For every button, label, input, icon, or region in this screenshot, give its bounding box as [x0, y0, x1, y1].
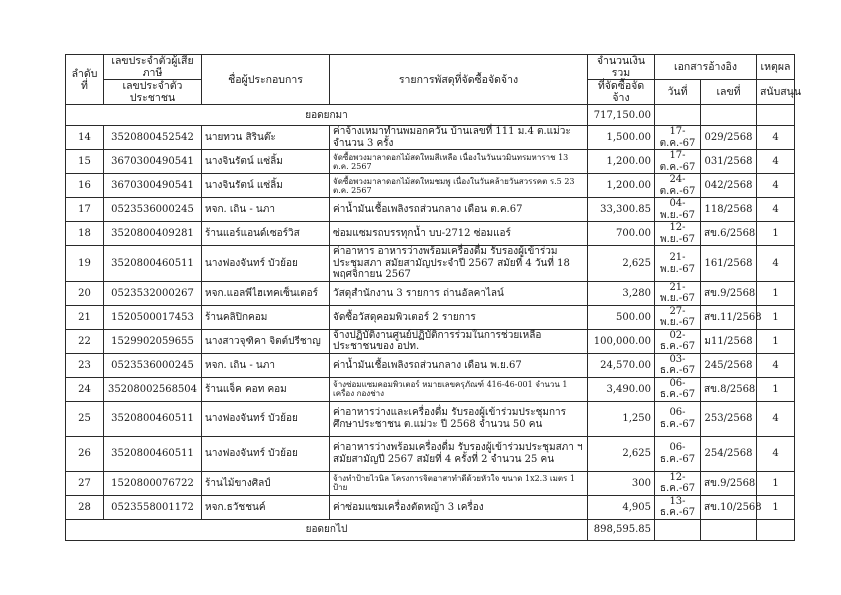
row-number: 25	[66, 401, 104, 436]
row-item: จัดซื้อวัสดุคอมพิวเตอร์ 2 รายการ	[330, 305, 588, 329]
row-reason: 4	[757, 401, 795, 436]
row-number: 26	[66, 436, 104, 471]
row-amount: 700.00	[588, 222, 655, 246]
procurement-table	[65, 54, 802, 541]
row-item: จัดซื้อพวงมาลาดอกไม้สดใหมสีเหลือ เนื่องในวันนวมินทรมหาราช 13 ต.ค. 2567	[330, 150, 588, 174]
carried-over-row	[66, 519, 795, 540]
row-vendor: ร้านไม้ขางศิลป์	[202, 471, 330, 495]
row-vendor: ร้านแอร์แอนด์เซอร์วิส	[202, 222, 330, 246]
row-taxid: 3520800460511	[104, 436, 202, 471]
row-item: จัดซื้อพวงมาลาดอกไม้สดใหมชมพู เนื่องในวันคล้ายวันสวรรคต ร.5 23 ต.ค. 2567	[330, 174, 588, 198]
table-row	[66, 329, 795, 353]
row-taxid: 3520800452542	[104, 126, 202, 150]
table-row	[66, 436, 795, 471]
row-item: จ้างปฏิบัติงานศูนย์ปฏิบัติการร่วมในการช่วยเหลือประชาชนของ อปท.	[330, 329, 588, 353]
row-item: ซ่อมแซมรถบรรทุกน้ำ บบ-2712 ซ่อมแอร์	[330, 222, 588, 246]
row-taxid: 3520800409281	[104, 222, 202, 246]
row-reason: 1	[757, 222, 795, 246]
row-vendor: นางจินรัตน์ แซ่ลิ้ม	[202, 150, 330, 174]
table-row	[66, 281, 795, 305]
row-docno: 029/2568	[701, 126, 757, 150]
row-number: 27	[66, 471, 104, 495]
row-item: ค่าอาหารว่างและเครื่องดื่ม รับรองผู้เข้าร่วมประชุมการศึกษาประชาชน ต.แม่วะ ปี 2568 จำนวน 50 คน	[330, 401, 588, 436]
row-date: 06-ธ.ค.-67	[655, 436, 701, 471]
row-taxid: 3520800460511	[104, 401, 202, 436]
row-number: 16	[66, 174, 104, 198]
row-date: 04-พ.ย.-67	[655, 198, 701, 222]
row-reason: 1	[757, 305, 795, 329]
row-taxid: 3520800460511	[104, 246, 202, 282]
row-docno: 254/2568	[701, 436, 757, 471]
row-date: 13-ธ.ค.-67	[655, 495, 701, 519]
row-number: 20	[66, 281, 104, 305]
row-number: 17	[66, 198, 104, 222]
table-row	[66, 353, 795, 377]
col-reason-header-2: สนับสนุน	[757, 80, 795, 105]
row-docno: สข.6/2568	[701, 222, 757, 246]
row-taxid: 0523558001172	[104, 495, 202, 519]
row-date: 17-ต.ค.-67	[655, 150, 701, 174]
row-taxid: 0523536000245	[104, 198, 202, 222]
row-amount: 33,300.85	[588, 198, 655, 222]
row-vendor: นางฟองจันทร์ บัวย้อย	[202, 436, 330, 471]
row-date: 02-ธ.ค.-67	[655, 329, 701, 353]
row-amount: 2,625	[588, 246, 655, 282]
row-amount: 24,570.00	[588, 353, 655, 377]
table-row	[66, 495, 795, 519]
row-date: 03-ธ.ค.-67	[655, 353, 701, 377]
table-row	[66, 401, 795, 436]
row-amount: 2,625	[588, 436, 655, 471]
row-docno: 245/2568	[701, 353, 757, 377]
row-amount: 3,490.00	[588, 377, 655, 401]
row-taxid: 1520800076722	[104, 471, 202, 495]
row-docno: สข.8/2568	[701, 377, 757, 401]
row-vendor: หจก. เถิน - นภา	[202, 198, 330, 222]
row-amount: 300	[588, 471, 655, 495]
row-reason: 1	[757, 281, 795, 305]
row-vendor: นางฟองจันทร์ บัวย้อย	[202, 246, 330, 282]
row-taxid: 0523532000267	[104, 281, 202, 305]
row-date: 21-พ.ย.-67	[655, 281, 701, 305]
row-reason: 4	[757, 246, 795, 282]
row-number: 15	[66, 150, 104, 174]
row-amount: 4,905	[588, 495, 655, 519]
row-date: 21-พ.ย.-67	[655, 246, 701, 282]
table-row	[66, 246, 795, 282]
row-number: 28	[66, 495, 104, 519]
row-amount: 1,200.00	[588, 174, 655, 198]
row-amount: 100,000.00	[588, 329, 655, 353]
row-docno: 042/2568	[701, 174, 757, 198]
table-row	[66, 305, 795, 329]
row-reason: 4	[757, 150, 795, 174]
row-reason: 4	[757, 198, 795, 222]
row-date: 06-ธ.ค.-67	[655, 401, 701, 436]
row-amount: 500.00	[588, 305, 655, 329]
row-taxid: 1520500017453	[104, 305, 202, 329]
row-docno: สข.11/2568	[701, 305, 757, 329]
row-date: 24-ต.ค.-67	[655, 174, 701, 198]
row-number: 18	[66, 222, 104, 246]
row-amount: 1,200.00	[588, 150, 655, 174]
table-row	[66, 150, 795, 174]
row-taxid: 3670300490541	[104, 150, 202, 174]
row-vendor: ร้านคลิปิกคอม	[202, 305, 330, 329]
row-reason: 1	[757, 329, 795, 353]
row-vendor: นางสาวจุฑิคา จิตต์ปรีชาญ	[202, 329, 330, 353]
row-vendor: นายทวน สิรินต๊ะ	[202, 126, 330, 150]
row-date: 06-ธ.ค.-67	[655, 377, 701, 401]
table-row	[66, 174, 795, 198]
table-row	[66, 377, 795, 401]
table-row	[66, 471, 795, 495]
row-item: ค่าอาหารว่างพร้อมเครื่องดื่ม รับรองผู้เข้าร่วมประชุมสภา ฯ สมัยสามัญปี 2567 สมัยที่ 4 ครั้งที่ 2 จำนวน 25 คน	[330, 436, 588, 471]
row-docno: 031/2568	[701, 150, 757, 174]
col-no-header: ลำดับที่	[66, 55, 104, 105]
row-date: 12-ธ.ค.-67	[655, 471, 701, 495]
col-vendor-header: ชื่อผู้ประกอบการ	[202, 55, 330, 105]
row-reason: 4	[757, 436, 795, 471]
row-docno: สข.9/2568	[701, 471, 757, 495]
row-item: วัสดุสำนักงาน 3 รายการ ถ่านอัลคาไลน์	[330, 281, 588, 305]
row-date: 27-พ.ย.-67	[655, 305, 701, 329]
row-number: 24	[66, 377, 104, 401]
row-docno: สข.9/2568	[701, 281, 757, 305]
row-item: จ้างทำป้ายไวนิล โครงการจิตอาสาทำดีด้วยหัวใจ ขนาด 1x2.3 เมตร 1 ป้าย	[330, 471, 588, 495]
col-taxid-header-2: เลขประจำตัวประชาชน	[104, 80, 202, 105]
carried-over-amount: 898,595.85	[588, 519, 655, 540]
row-item: จ้างซ่อมแซมคอมพิวเตอร์ หมายเลขครุภัณฑ์ 416-46-001 จำนวน 1 เครื่อง กองช่าง	[330, 377, 588, 401]
carried-over-label: ยอดยกไป	[66, 519, 588, 540]
row-docno: 118/2568	[701, 198, 757, 222]
row-item: ค่าน้ำมันเชื้อเพลิงรถส่วนกลาง เดือน พ.ย.67	[330, 353, 588, 377]
row-vendor: นางฟองจันทร์ บัวย้อย	[202, 401, 330, 436]
row-docno: 161/2568	[701, 246, 757, 282]
row-docno: 253/2568	[701, 401, 757, 436]
row-number: 21	[66, 305, 104, 329]
row-number: 23	[66, 353, 104, 377]
row-reason: 1	[757, 495, 795, 519]
row-date: 12-พ.ย.-67	[655, 222, 701, 246]
col-date-header: วันที่	[655, 80, 701, 105]
table-row	[66, 198, 795, 222]
row-taxid: 35208002568504	[104, 377, 202, 401]
carried-forward-row	[66, 105, 795, 126]
col-ref-header: เอกสารอ้างอิง	[655, 55, 757, 80]
row-item: ค่าอาหาร อาหารว่างพร้อมเครื่องดื่ม รับรองผู้เข้าร่วมประชุมสภา สมัยสามัญประจำปี 2567 สมัยที่ 4 วันที่ 18 พฤศจิกายน 2567	[330, 246, 588, 282]
col-items-header: รายการพัสดุที่จัดซื้อจัดจ้าง	[330, 55, 588, 105]
row-docno: ม11/2568	[701, 329, 757, 353]
row-vendor: หจก.แอลพีไฮเทคเซ็นเตอร์	[202, 281, 330, 305]
table-row	[66, 222, 795, 246]
col-amount-header-2: ที่จัดซื้อจัดจ้าง	[588, 80, 655, 105]
row-vendor: หจก. เถิน - นภา	[202, 353, 330, 377]
row-number: 22	[66, 329, 104, 353]
col-docno-header: เลขที่	[701, 80, 757, 105]
row-vendor: นางจินรัตน์ แซ่ลิ้ม	[202, 174, 330, 198]
row-docno: สข.10/2568	[701, 495, 757, 519]
row-date: 17-ต.ค.-67	[655, 126, 701, 150]
carried-forward-label: ยอดยกมา	[66, 105, 588, 126]
row-reason: 4	[757, 126, 795, 150]
row-amount: 3,280	[588, 281, 655, 305]
row-taxid: 0523536000245	[104, 353, 202, 377]
row-reason: 1	[757, 471, 795, 495]
col-reason-header-1: เหตุผล	[757, 55, 795, 80]
row-reason: 4	[757, 174, 795, 198]
row-taxid: 3670300490541	[104, 174, 202, 198]
row-item: ค่าซ่อมแซมเครื่องตัดหญ้า 3 เครื่อง	[330, 495, 588, 519]
row-vendor: หจก.ธวัชชนค์	[202, 495, 330, 519]
row-amount: 1,250	[588, 401, 655, 436]
row-item: ค่าน้ำมันเชื้อเพลิงรถส่วนกลาง เดือน ต.ค.67	[330, 198, 588, 222]
col-amount-header-1: จำนวนเงินรวม	[588, 55, 655, 80]
carried-forward-amount: 717,150.00	[588, 105, 655, 126]
row-reason: 1	[757, 377, 795, 401]
col-taxid-header: เลขประจำตัวผู้เสียภาษี	[104, 55, 202, 80]
row-vendor: ร้านแจ็ค คอท คอม	[202, 377, 330, 401]
row-reason: 4	[757, 353, 795, 377]
table-row	[66, 126, 795, 150]
row-number: 19	[66, 246, 104, 282]
row-item: ค่าจ้างเหมาทำนพมอกควัน บ้านเลขที่ 111 ม.4 ต.แม่วะ จำนวน 3 ครั้ง	[330, 126, 588, 150]
row-number: 14	[66, 126, 104, 150]
header-row-1	[66, 55, 795, 80]
row-taxid: 1529902059655	[104, 329, 202, 353]
row-amount: 1,500.00	[588, 126, 655, 150]
